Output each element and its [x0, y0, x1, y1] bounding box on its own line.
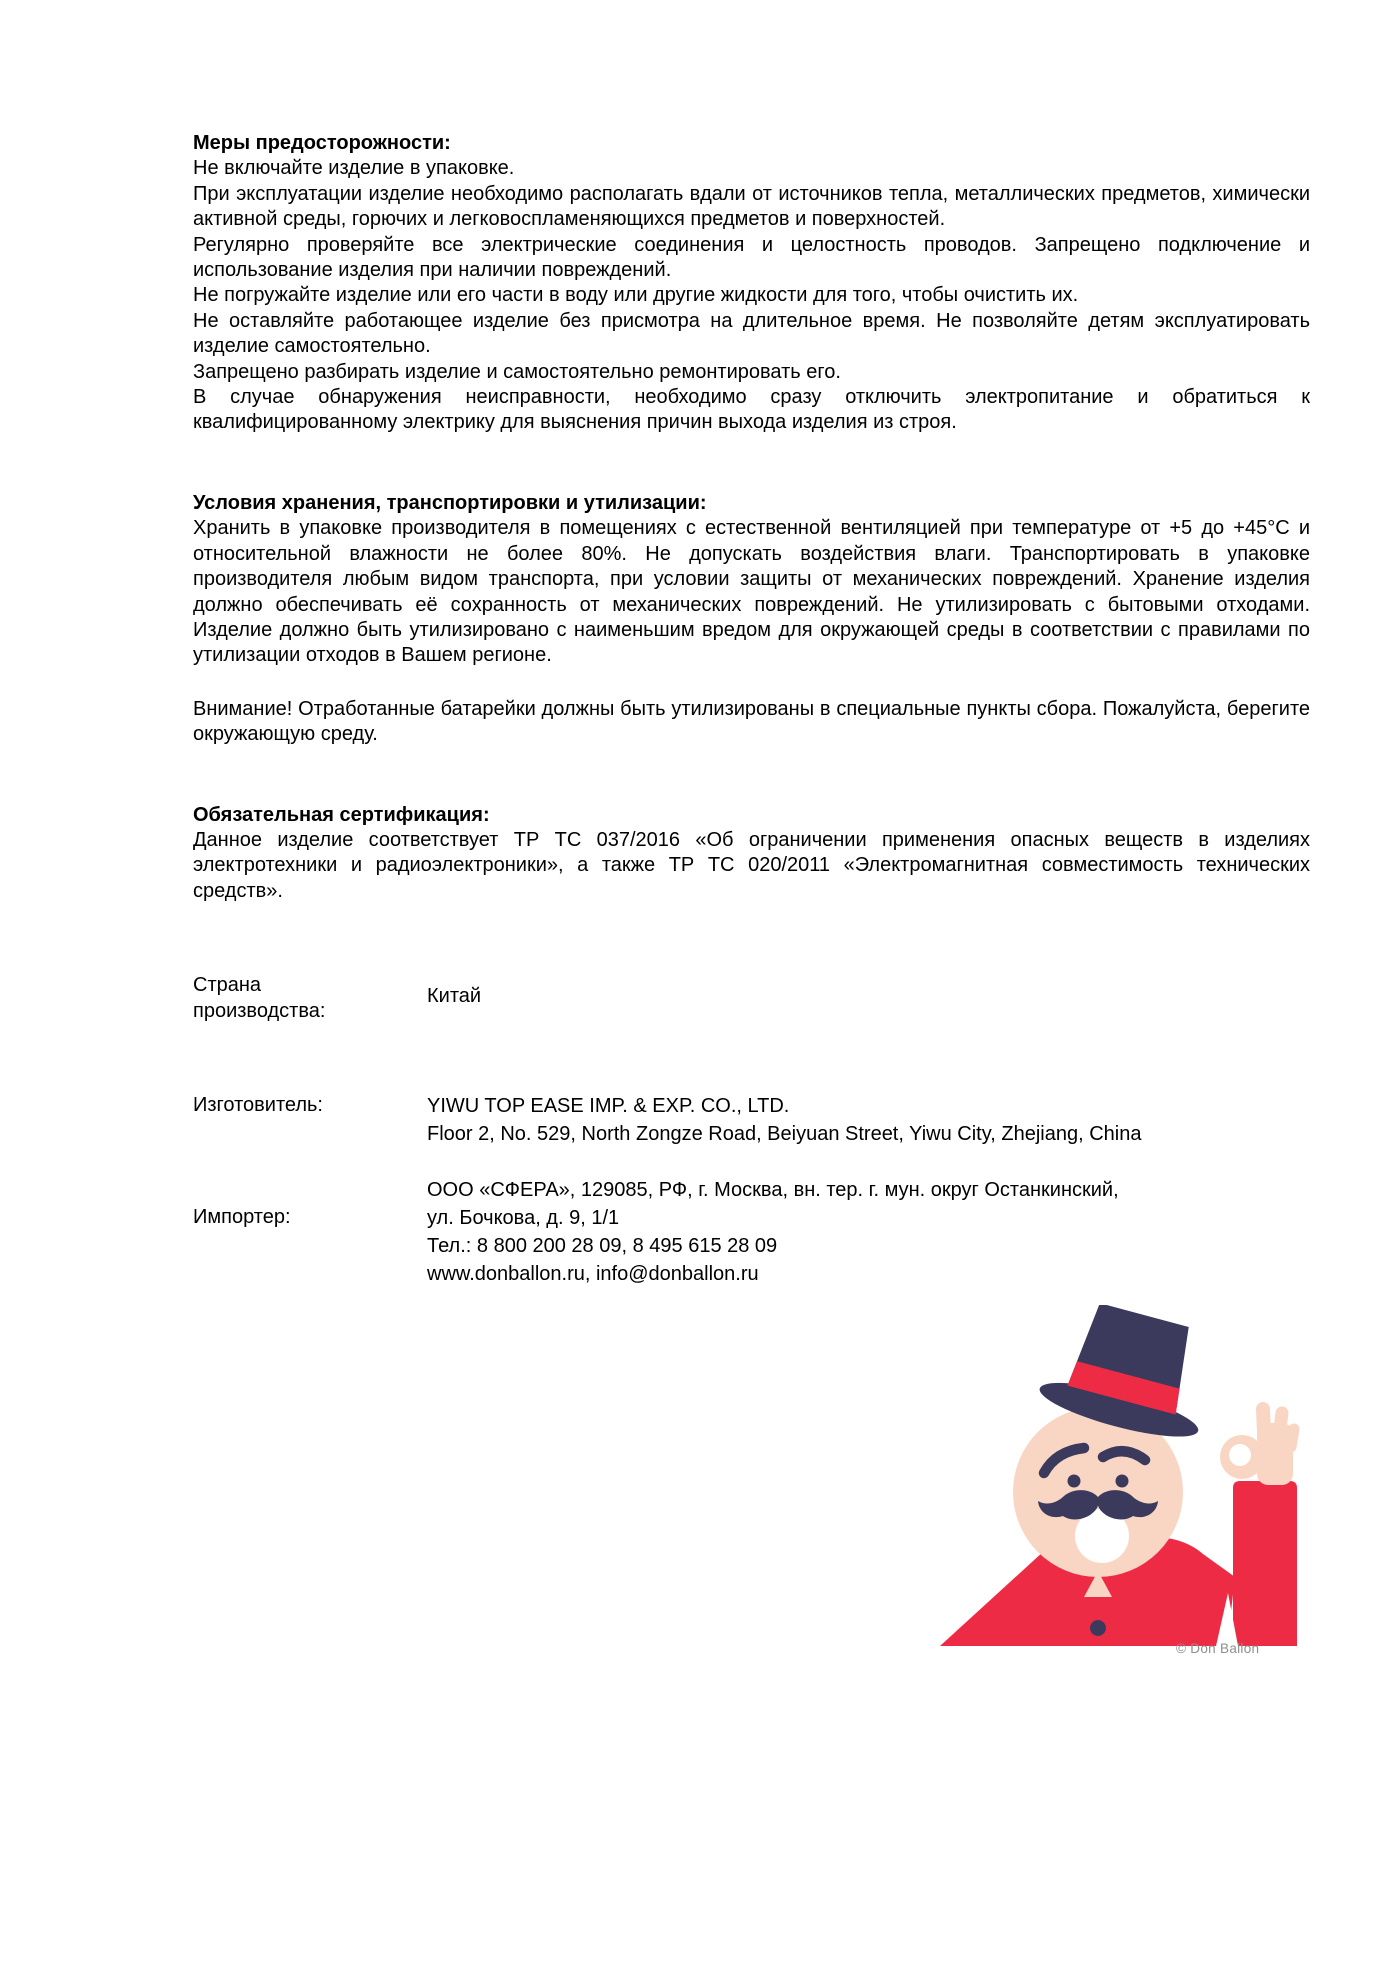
manufacturer-address: Floor 2, No. 529, North Zongze Road, Beiyuan Street, Yiwu City, Zhejiang, China — [427, 1123, 1142, 1145]
section-precautions — [193, 131, 1310, 436]
mascot-credit: © Don Ballon — [1176, 1641, 1260, 1656]
mascot-ok-hand — [1220, 1409, 1294, 1485]
paragraph: Регулярно проверяйте все электрические соединения и целостность проводов. Запрещено подключение и использование изделия при наличии повреждений. — [193, 233, 1310, 282]
paragraph: Хранить в упаковке производителя в помещениях с естественной вентиляцией при температуре от +5 до +45°С и относительной влажности не более 80%. Не допускать воздействия влаги. Транспортировать в упаковке производителя любым видом транспорта, при условии защиты от механических повреждений. Хранение изделия должно обеспечивать её сохранность от механических повреждений. Не утилизировать с бытовыми отходами. Изделие должно быть утилизировано с наименьшим вредом для окружающей среды в соответствии с правилами по утилизации отходов в Вашем регионе. — [193, 517, 1310, 667]
detail-row-importer — [193, 1176, 1310, 1296]
importer-value — [427, 1176, 1307, 1288]
paragraph: Запрещено разбирать изделие и самостоятельно ремонтировать его. — [193, 360, 841, 383]
section-storage — [193, 491, 1310, 748]
importer-address-2: ул. Бочкова, д. 9, 1/1 — [427, 1207, 620, 1229]
importer-phones: Тел.: 8 800 200 28 09, 8 495 615 28 09 — [427, 1235, 778, 1257]
country-value: Китай — [427, 985, 482, 1007]
section-heading-certification: Обязательная сертификация: — [193, 803, 490, 826]
hand-ok-ring-hole — [1229, 1444, 1251, 1466]
paragraph: В случае обнаружения неисправности, необходимо сразу отключить электропитание и обратиться к квалифицированному электрику для выяснения причин выхода изделия из строя. — [193, 386, 1310, 434]
mascot-eye-left — [1068, 1475, 1081, 1488]
section-heading-precautions: Меры предосторожности: — [193, 132, 451, 154]
mascot-don-ballon-illustration — [930, 1305, 1310, 1665]
section-certification — [193, 803, 1310, 905]
mascot-eye-right — [1116, 1475, 1129, 1488]
hand-finger-3 — [1291, 1429, 1294, 1447]
detail-row-country — [193, 972, 1310, 1032]
country-label: Страна производства: — [193, 974, 326, 1022]
detail-row-manufacturer — [193, 1092, 1310, 1152]
paragraph: Данное изделие соответствует ТР ТС 037/2016 «Об ограничении применения опасных веществ в изделиях электротехники и радиоэлектроники», а также ТР ТС 020/2011 «Электромагнитная совместимость технических средств». — [193, 828, 1310, 902]
manufacturer-value — [427, 1092, 1307, 1148]
manufacturer-name: YIWU TOP EASE IMP. & EXP. CO., LTD. — [427, 1095, 790, 1117]
importer-web-email: www.donballon.ru, info@donballon.ru — [427, 1263, 759, 1285]
paragraph: Не включайте изделие в упаковке. — [193, 157, 515, 180]
hand-finger-2 — [1279, 1413, 1282, 1437]
mascot-arm-sleeve — [1233, 1481, 1297, 1646]
section-heading-storage: Условия хранения, транспортировки и утилизации: — [193, 491, 707, 514]
document-body — [193, 131, 1310, 904]
hand-finger-1 — [1263, 1409, 1264, 1433]
importer-name-address: ООО «СФЕРА», 129085, РФ, г. Москва, вн. тер. г. мун. округ Останкинский, — [427, 1179, 1119, 1201]
paragraph: Не оставляйте работающее изделие без присмотра на длительное время. Не позволяйте детям эксплуатировать изделие самостоятельно. — [193, 309, 1310, 358]
battery-disposal-notice: Внимание! Отработанные батарейки должны быть утилизированы в специальные пункты сбора. Пожалуйста, берегите окружающую среду. — [193, 697, 1310, 746]
paragraph: При эксплуатации изделие необходимо располагать вдали от источников тепла, металлических предметов, химически активной среды, горючих и легковоспламеняющихся предметов и поверхностей. — [193, 182, 1310, 231]
mascot-shirt-button — [1090, 1620, 1106, 1636]
paragraph: Не погружайте изделие или его части в воду или другие жидкости для того, чтобы очистить их. — [193, 284, 1079, 307]
manufacturer-label: Изготовитель: — [193, 1094, 323, 1116]
importer-label: Импортер: — [193, 1206, 291, 1228]
